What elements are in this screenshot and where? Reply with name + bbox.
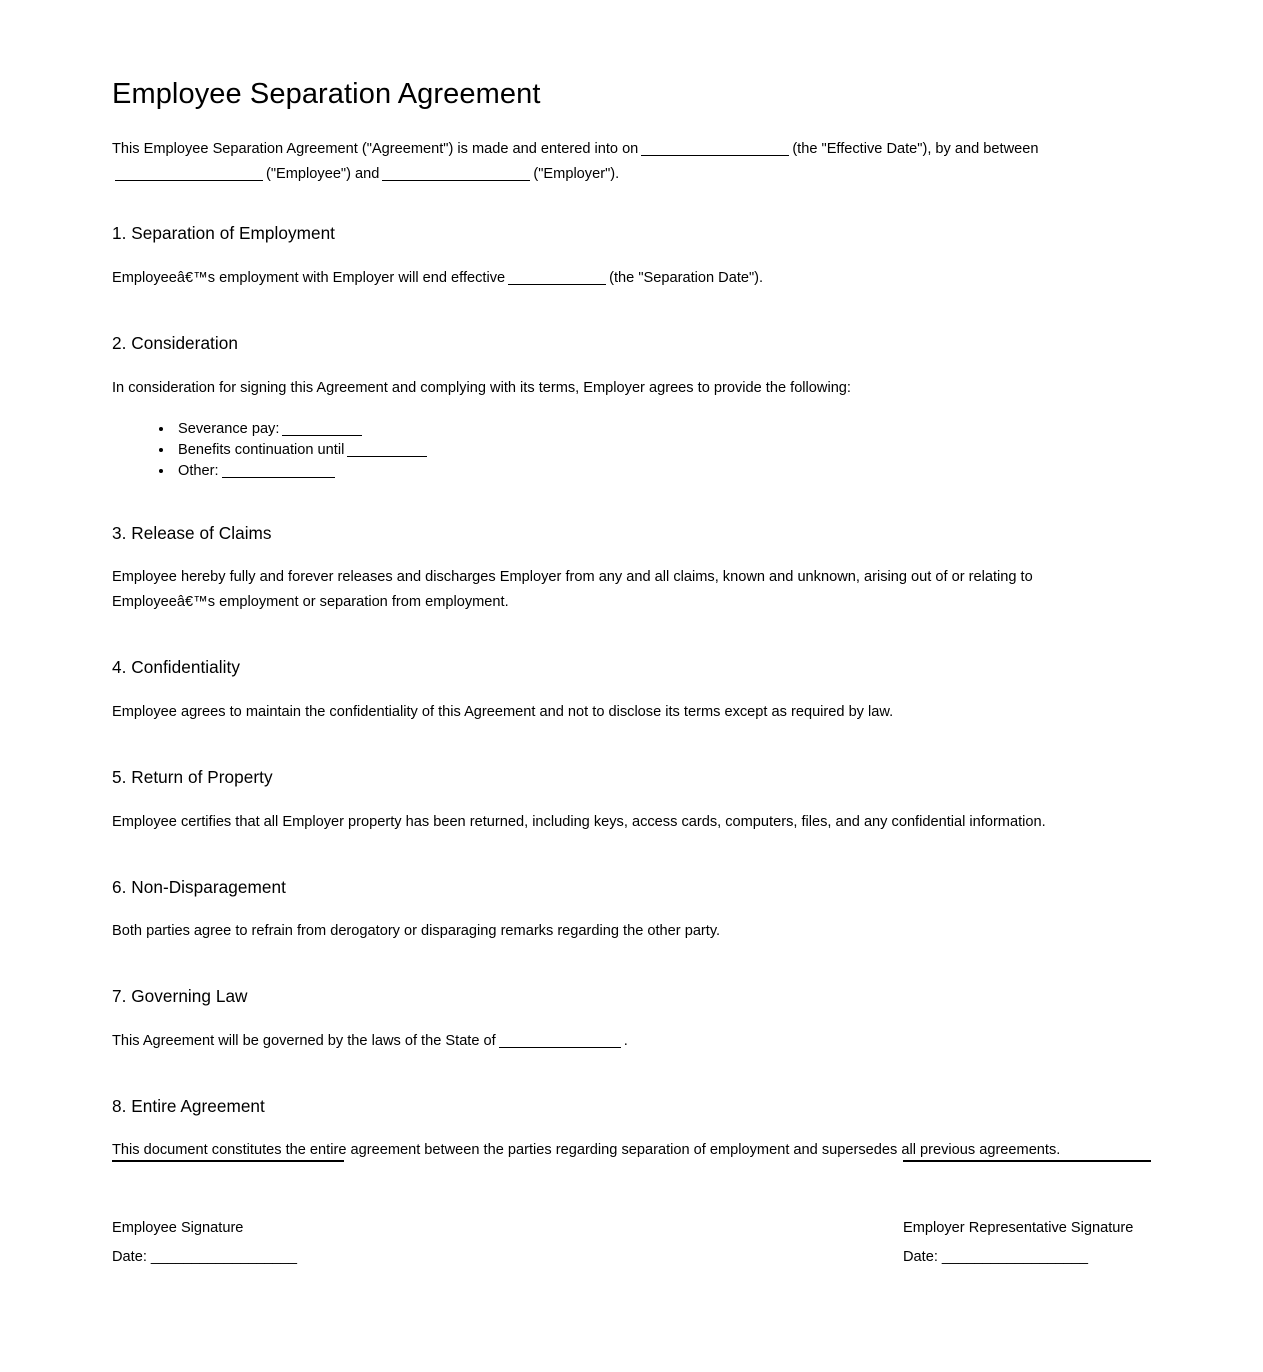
list-item	[174, 419, 1151, 439]
other-label: Other:	[178, 462, 219, 479]
section-governing-law	[112, 986, 1151, 1054]
section-release-of-claims	[112, 523, 1151, 616]
section-1-text-part1: Employeeâ€™s employment with Employer will end effective	[112, 269, 506, 286]
section-confidentiality	[112, 657, 1151, 725]
section-entire-agreement	[112, 1096, 1151, 1164]
section-5-body: Employee certifies that all Employer property has been returned, including keys, access cards, computers, files, and any confidential information.	[112, 813, 1046, 830]
section-6-heading: 6. Non-Disparagement	[112, 876, 286, 897]
section-8-heading: 8. Entire Agreement	[112, 1095, 265, 1116]
employer-signature-line[interactable]	[903, 1160, 1151, 1162]
section-4-body: Employee agrees to maintain the confidentiality of this Agreement and not to disclose its terms except as required by law.	[112, 703, 894, 720]
section-separation-of-employment	[112, 223, 1151, 291]
consideration-list	[112, 419, 1151, 481]
section-2-heading: 2. Consideration	[112, 332, 238, 353]
section-consideration	[112, 333, 1151, 481]
employee-signature-column	[112, 1160, 344, 1267]
employee-signature-line[interactable]	[112, 1160, 344, 1162]
other-blank[interactable]	[222, 462, 335, 478]
section-1-heading: 1. Separation of Employment	[112, 223, 335, 244]
section-7-text-part1: This Agreement will be governed by the laws of the State of	[112, 1032, 496, 1049]
section-2-body: In consideration for signing this Agreement and complying with its terms, Employer agrees to provide the following:	[112, 379, 851, 396]
employer-date-field[interactable]: Date: __________________	[903, 1249, 1089, 1265]
section-7-text-part2: .	[623, 1032, 628, 1049]
employer-signature-label: Employer Representative Signature	[903, 1220, 1134, 1236]
employer-name-blank[interactable]	[382, 165, 530, 181]
page-title: Employee Separation Agreement	[112, 78, 541, 110]
section-7-body	[112, 1029, 1092, 1054]
section-1-text-part2: (the "Separation Date").	[609, 269, 764, 286]
section-3-body: Employee hereby fully and forever releases and discharges Employer from any and all claims, known and unknown, arising out of or relating to Employeeâ€™s employment or separation from employment.	[112, 569, 1033, 611]
list-item	[174, 440, 1151, 460]
employee-signature-label: Employee Signature	[112, 1220, 244, 1236]
section-non-disparagement	[112, 877, 1151, 945]
employee-name-blank[interactable]	[115, 165, 263, 181]
signature-row	[112, 1160, 1151, 1267]
signature-block	[112, 1160, 1151, 1300]
severance-pay-blank[interactable]	[282, 420, 362, 436]
governing-state-blank[interactable]	[499, 1032, 621, 1048]
employee-date-field[interactable]: Date: __________________	[112, 1249, 298, 1265]
employer-signature-column	[903, 1160, 1151, 1267]
list-item	[174, 461, 1151, 481]
separation-date-blank[interactable]	[508, 269, 606, 285]
effective-date-blank[interactable]	[641, 140, 789, 156]
section-3-heading: 3. Release of Claims	[112, 522, 272, 543]
section-8-body: This document constitutes the entire agreement between the parties regarding separation of employment and supersedes all previous agreements.	[112, 1142, 1061, 1159]
intro-text-part4: ("Employer").	[533, 166, 620, 183]
severance-pay-label: Severance pay:	[178, 420, 280, 437]
section-return-of-property	[112, 767, 1151, 835]
section-5-heading: 5. Return of Property	[112, 766, 273, 787]
section-4-heading: 4. Confidentiality	[112, 657, 240, 678]
intro-text-part2: (the "Effective Date"), by and between	[792, 141, 1039, 158]
intro-text-part1: This Employee Separation Agreement ("Agreement") is made and entered into on	[112, 141, 639, 158]
section-7-heading: 7. Governing Law	[112, 986, 248, 1007]
intro-text-part3: ("Employee") and	[266, 166, 380, 183]
section-1-body	[112, 266, 1092, 291]
benefits-continuation-label: Benefits continuation until	[178, 441, 345, 458]
benefits-continuation-blank[interactable]	[347, 441, 427, 457]
intro-paragraph	[112, 137, 1092, 187]
section-6-body: Both parties agree to refrain from derogatory or disparaging remarks regarding the other party.	[112, 923, 721, 940]
